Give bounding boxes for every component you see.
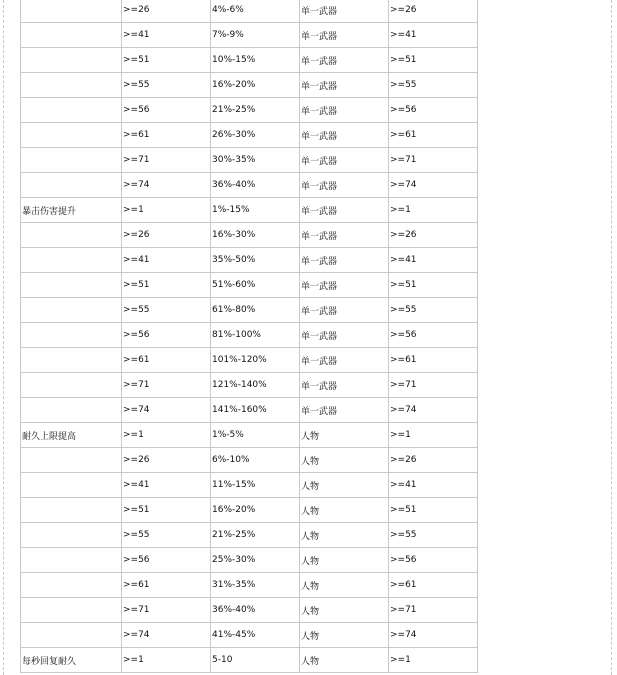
table-row <box>21 98 478 123</box>
level-requirement-cell: >=26 <box>389 0 478 23</box>
target-cell: 人物 <box>300 473 389 498</box>
level-cell: >=61 <box>122 123 211 148</box>
attribute-name-cell <box>21 598 122 623</box>
value-range-cell: 6%-10% <box>211 448 300 473</box>
attribute-name-cell <box>21 473 122 498</box>
target-cell: 单一武器 <box>300 248 389 273</box>
value-range-cell: 1%-5% <box>211 423 300 448</box>
attribute-name-cell: 每秒回复耐久 <box>21 648 122 673</box>
attribute-name-cell <box>21 373 122 398</box>
level-cell: >=74 <box>122 173 211 198</box>
level-cell: >=26 <box>122 448 211 473</box>
value-range-cell: 10%-15% <box>211 48 300 73</box>
attribute-name-cell <box>21 148 122 173</box>
attribute-name-cell <box>21 98 122 123</box>
table-row <box>21 148 478 173</box>
attribute-name-cell <box>21 298 122 323</box>
level-requirement-cell: >=74 <box>389 623 478 648</box>
attribute-name-cell <box>21 23 122 48</box>
target-cell: 单一武器 <box>300 73 389 98</box>
value-range-cell: 81%-100% <box>211 323 300 348</box>
table-row <box>21 373 478 398</box>
level-requirement-cell: >=51 <box>389 48 478 73</box>
attribute-name-cell <box>21 348 122 373</box>
level-requirement-cell: >=56 <box>389 323 478 348</box>
target-cell: 单一武器 <box>300 298 389 323</box>
table-body <box>21 0 478 673</box>
table-row <box>21 598 478 623</box>
table-row <box>21 48 478 73</box>
value-range-cell: 141%-160% <box>211 398 300 423</box>
target-cell: 人物 <box>300 548 389 573</box>
value-range-cell: 16%-20% <box>211 73 300 98</box>
target-cell: 单一武器 <box>300 98 389 123</box>
target-cell: 人物 <box>300 573 389 598</box>
value-range-cell: 61%-80% <box>211 298 300 323</box>
level-requirement-cell: >=55 <box>389 298 478 323</box>
table-row <box>21 273 478 298</box>
level-requirement-cell: >=41 <box>389 248 478 273</box>
level-cell: >=55 <box>122 73 211 98</box>
level-cell: >=56 <box>122 323 211 348</box>
table-row <box>21 623 478 648</box>
value-range-cell: 36%-40% <box>211 598 300 623</box>
target-cell: 单一武器 <box>300 0 389 23</box>
level-cell: >=41 <box>122 23 211 48</box>
level-cell: >=74 <box>122 623 211 648</box>
target-cell: 单一武器 <box>300 198 389 223</box>
level-requirement-cell: >=51 <box>389 273 478 298</box>
left-page-border <box>3 0 4 675</box>
level-requirement-cell: >=41 <box>389 23 478 48</box>
value-range-cell: 25%-30% <box>211 548 300 573</box>
target-cell: 单一武器 <box>300 398 389 423</box>
level-requirement-cell: >=61 <box>389 348 478 373</box>
target-cell: 人物 <box>300 448 389 473</box>
value-range-cell: 11%-15% <box>211 473 300 498</box>
value-range-cell: 26%-30% <box>211 123 300 148</box>
attribute-name-cell <box>21 248 122 273</box>
value-range-cell: 1%-15% <box>211 198 300 223</box>
attribute-name-cell <box>21 173 122 198</box>
attribute-name-cell <box>21 73 122 98</box>
target-cell: 人物 <box>300 598 389 623</box>
level-cell: >=26 <box>122 223 211 248</box>
table-row <box>21 448 478 473</box>
table-row <box>21 0 478 23</box>
attribute-name-cell <box>21 548 122 573</box>
table-row <box>21 523 478 548</box>
level-cell: >=71 <box>122 373 211 398</box>
table-row <box>21 348 478 373</box>
level-requirement-cell: >=55 <box>389 523 478 548</box>
table-row <box>21 473 478 498</box>
value-range-cell: 51%-60% <box>211 273 300 298</box>
table-row <box>21 173 478 198</box>
table-row <box>21 573 478 598</box>
target-cell: 单一武器 <box>300 223 389 248</box>
level-cell: >=56 <box>122 98 211 123</box>
level-cell: >=61 <box>122 348 211 373</box>
table-row <box>21 498 478 523</box>
value-range-cell: 101%-120% <box>211 348 300 373</box>
attribute-name-cell <box>21 323 122 348</box>
table-row <box>21 548 478 573</box>
table-row <box>21 323 478 348</box>
attribute-name-cell: 暴击伤害提升 <box>21 198 122 223</box>
value-range-cell: 4%-6% <box>211 0 300 23</box>
target-cell: 人物 <box>300 498 389 523</box>
level-cell: >=71 <box>122 148 211 173</box>
attribute-name-cell <box>21 498 122 523</box>
attribute-name-cell <box>21 398 122 423</box>
level-cell: >=1 <box>122 423 211 448</box>
level-cell: >=61 <box>122 573 211 598</box>
target-cell: 人物 <box>300 423 389 448</box>
value-range-cell: 16%-30% <box>211 223 300 248</box>
level-requirement-cell: >=74 <box>389 398 478 423</box>
level-requirement-cell: >=1 <box>389 198 478 223</box>
level-requirement-cell: >=71 <box>389 373 478 398</box>
table-row <box>21 648 478 673</box>
table-row <box>21 198 478 223</box>
level-requirement-cell: >=55 <box>389 73 478 98</box>
level-requirement-cell: >=61 <box>389 573 478 598</box>
table-row <box>21 298 478 323</box>
level-cell: >=41 <box>122 248 211 273</box>
target-cell: 单一武器 <box>300 273 389 298</box>
level-cell: >=1 <box>122 198 211 223</box>
level-cell: >=51 <box>122 48 211 73</box>
attribute-name-cell <box>21 0 122 23</box>
target-cell: 单一武器 <box>300 148 389 173</box>
attribute-table <box>20 0 478 673</box>
table-row <box>21 123 478 148</box>
level-requirement-cell: >=74 <box>389 173 478 198</box>
level-cell: >=26 <box>122 0 211 23</box>
level-requirement-cell: >=26 <box>389 223 478 248</box>
level-requirement-cell: >=71 <box>389 148 478 173</box>
attribute-name-cell <box>21 623 122 648</box>
attribute-name-cell: 耐久上限提高 <box>21 423 122 448</box>
target-cell: 单一武器 <box>300 123 389 148</box>
level-requirement-cell: >=56 <box>389 98 478 123</box>
attribute-name-cell <box>21 48 122 73</box>
attribute-name-cell <box>21 448 122 473</box>
target-cell: 单一武器 <box>300 23 389 48</box>
value-range-cell: 16%-20% <box>211 498 300 523</box>
value-range-cell: 7%-9% <box>211 23 300 48</box>
level-cell: >=55 <box>122 523 211 548</box>
target-cell: 单一武器 <box>300 348 389 373</box>
target-cell: 单一武器 <box>300 48 389 73</box>
value-range-cell: 41%-45% <box>211 623 300 648</box>
level-cell: >=1 <box>122 648 211 673</box>
level-requirement-cell: >=41 <box>389 473 478 498</box>
attribute-name-cell <box>21 223 122 248</box>
attribute-name-cell <box>21 273 122 298</box>
target-cell: 单一武器 <box>300 173 389 198</box>
level-cell: >=56 <box>122 548 211 573</box>
table-row <box>21 23 478 48</box>
level-requirement-cell: >=1 <box>389 423 478 448</box>
right-page-border <box>611 0 612 675</box>
value-range-cell: 30%-35% <box>211 148 300 173</box>
table-row <box>21 423 478 448</box>
table-row <box>21 223 478 248</box>
target-cell: 人物 <box>300 523 389 548</box>
level-requirement-cell: >=71 <box>389 598 478 623</box>
target-cell: 单一武器 <box>300 373 389 398</box>
attribute-name-cell <box>21 523 122 548</box>
level-requirement-cell: >=61 <box>389 123 478 148</box>
value-range-cell: 35%-50% <box>211 248 300 273</box>
level-requirement-cell: >=26 <box>389 448 478 473</box>
level-requirement-cell: >=56 <box>389 548 478 573</box>
value-range-cell: 5-10 <box>211 648 300 673</box>
value-range-cell: 21%-25% <box>211 98 300 123</box>
value-range-cell: 31%-35% <box>211 573 300 598</box>
level-cell: >=51 <box>122 498 211 523</box>
value-range-cell: 121%-140% <box>211 373 300 398</box>
attribute-name-cell <box>21 123 122 148</box>
level-requirement-cell: >=1 <box>389 648 478 673</box>
level-cell: >=74 <box>122 398 211 423</box>
value-range-cell: 36%-40% <box>211 173 300 198</box>
table-row <box>21 398 478 423</box>
target-cell: 人物 <box>300 623 389 648</box>
table-row <box>21 248 478 273</box>
target-cell: 单一武器 <box>300 323 389 348</box>
attribute-name-cell <box>21 573 122 598</box>
level-cell: >=55 <box>122 298 211 323</box>
level-cell: >=71 <box>122 598 211 623</box>
level-cell: >=41 <box>122 473 211 498</box>
level-cell: >=51 <box>122 273 211 298</box>
table-row <box>21 73 478 98</box>
level-requirement-cell: >=51 <box>389 498 478 523</box>
target-cell: 人物 <box>300 648 389 673</box>
value-range-cell: 21%-25% <box>211 523 300 548</box>
